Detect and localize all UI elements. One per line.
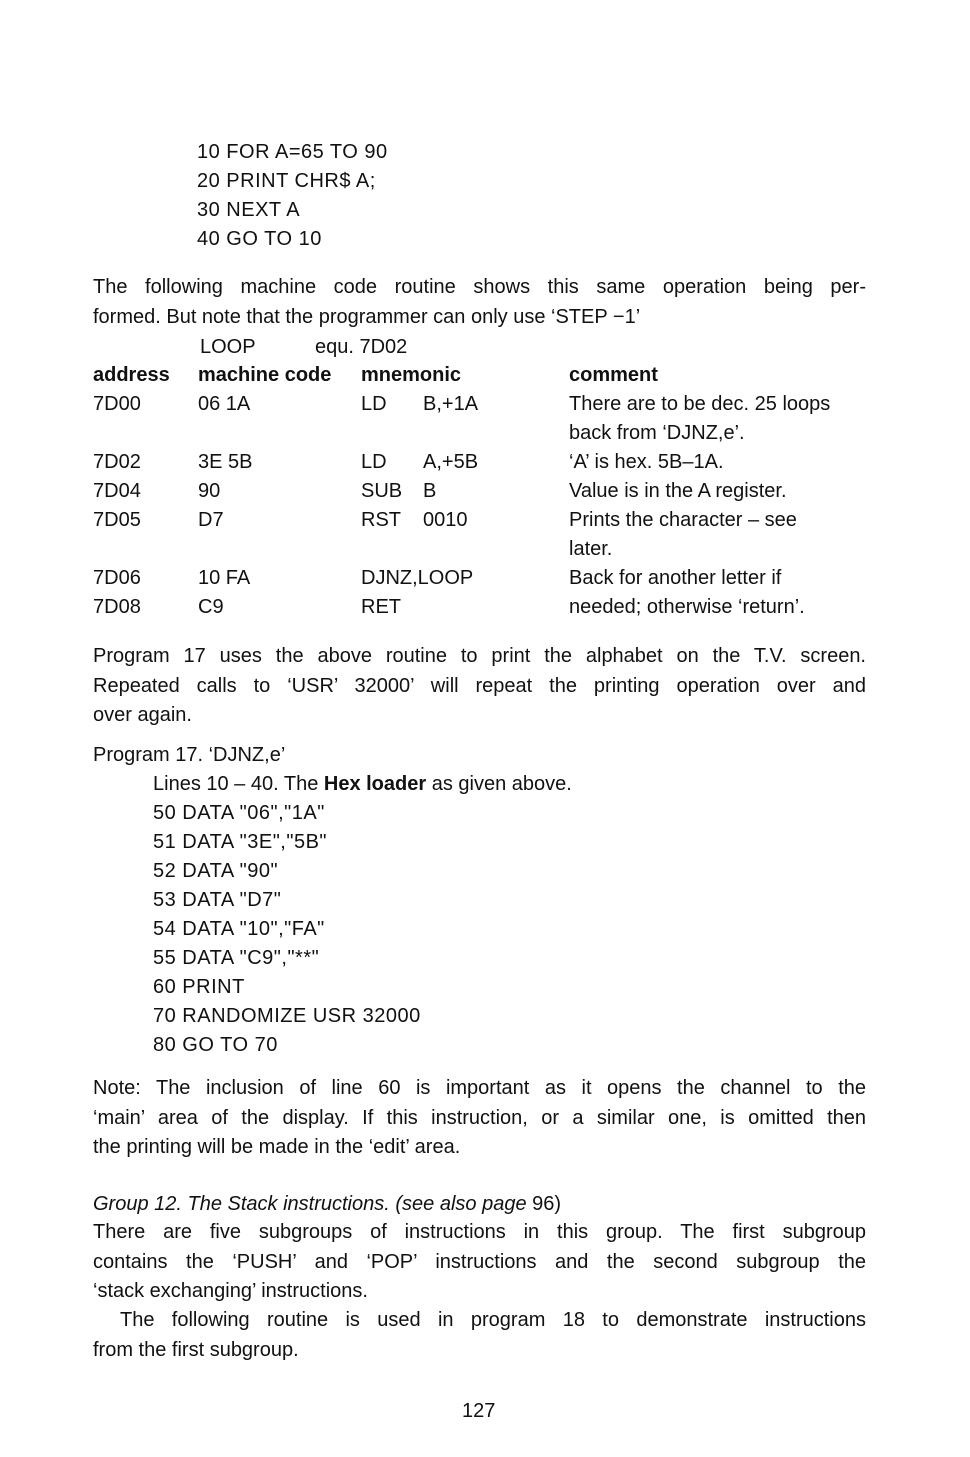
text-line: Program 17 uses the above routine to print the alphabet on the T.V. screen. <box>93 645 866 667</box>
table-row-continuation <box>93 535 873 564</box>
code-line: 50 DATA "06","1A" <box>153 802 325 824</box>
comment-cell: ‘A’ is hex. 5B–1A. <box>569 451 724 473</box>
mnemonic-arg: B <box>423 480 437 502</box>
loop-label: LOOP <box>200 336 256 358</box>
text-line: The following routine is used in program 18 to demonstrate instructions <box>120 1309 866 1331</box>
table-row <box>93 390 873 419</box>
loop-equ: equ. 7D02 <box>315 336 408 358</box>
comment-cell: Back for another letter if <box>569 567 782 589</box>
code-line: 51 DATA "3E","5B" <box>153 831 328 853</box>
address-cell: 7D00 <box>93 393 141 415</box>
group-heading <box>93 1189 561 1219</box>
group-heading-page: 96) <box>526 1193 562 1215</box>
hex-loader-label: Hex loader <box>323 773 427 795</box>
comment-cell: Prints the character – see <box>569 509 797 531</box>
text-line: ‘main’ area of the display. If this instruction, or a similar one, is omitted then <box>93 1106 866 1129</box>
table-row <box>93 593 873 622</box>
code-line: 52 DATA "90" <box>153 860 279 882</box>
code-cell: C9 <box>198 596 224 618</box>
program17-paragraph <box>93 642 866 731</box>
code-line: 53 DATA "D7" <box>153 889 282 911</box>
comment-cell: Value is in the A register. <box>569 480 787 502</box>
comment-cell: later. <box>569 538 613 560</box>
header-comment: comment <box>569 364 658 386</box>
code-line: 10 FOR A=65 TO 90 <box>197 141 388 163</box>
mnemonic-op: LD <box>361 451 387 473</box>
header-machine-code: machine code <box>198 364 332 386</box>
code-line: 54 DATA "10","FA" <box>153 918 325 940</box>
text-line: contains the ‘PUSH’ and ‘POP’ instructions and the second subgroup the <box>93 1250 866 1273</box>
comment-cell: There are to be dec. 25 loops <box>569 393 831 415</box>
text-line: There are five subgroups of instructions in this group. The first subgroup <box>93 1221 866 1243</box>
code-line: 70 RANDOMIZE USR 32000 <box>153 1005 421 1027</box>
text-line: The following machine code routine shows this same operation being per- <box>93 276 866 298</box>
text-line: formed. But note that the programmer can only use ‘STEP −1’ <box>93 305 641 328</box>
code-line: 80 GO TO 70 <box>153 1034 278 1056</box>
code-cell: 10 FA <box>198 567 251 589</box>
intro-paragraph <box>93 273 866 332</box>
code-cell: 90 <box>198 480 221 502</box>
code-line: 30 NEXT A <box>197 199 301 221</box>
text-line: over again. <box>93 704 192 726</box>
header-address: address <box>93 364 170 386</box>
text-line: ‘stack exchanging’ instructions. <box>93 1280 368 1302</box>
text-line: Note: The inclusion of line 60 is important as it opens the channel to the <box>93 1077 866 1099</box>
address-cell: 7D02 <box>93 451 141 473</box>
page-number: 127 <box>462 1400 496 1422</box>
code-cell: D7 <box>198 509 224 531</box>
text-line: the printing will be made in the ‘edit’ area. <box>93 1136 461 1158</box>
mnemonic-op: RST <box>361 509 401 531</box>
address-cell: 7D05 <box>93 509 141 531</box>
lines-note-pre: Lines 10 – 40. The <box>153 773 324 795</box>
following-paragraph <box>93 1306 866 1365</box>
code-line: 40 GO TO 10 <box>197 228 322 250</box>
mnemonic-op: SUB <box>361 480 403 502</box>
header-mnemonic: mnemonic <box>361 364 462 386</box>
note-paragraph <box>93 1074 866 1163</box>
comment-cell: needed; otherwise ‘return’. <box>569 596 805 618</box>
mnemonic-arg: B,+1A <box>423 393 479 415</box>
table-row <box>93 448 873 477</box>
table-row <box>93 477 873 506</box>
table-header <box>93 361 873 390</box>
lines-note <box>153 769 572 799</box>
code-cell: 06 1A <box>198 393 251 415</box>
code-cell: 3E 5B <box>198 451 253 473</box>
address-cell: 7D08 <box>93 596 141 618</box>
mnemonic-op: DJNZ,LOOP <box>361 567 474 589</box>
address-cell: 7D04 <box>93 480 141 502</box>
text-line: from the first subgroup. <box>93 1338 299 1361</box>
mnemonic-op: RET <box>361 596 401 618</box>
code-line: 20 PRINT CHR$ A; <box>197 170 376 192</box>
group-heading-text: Group 12. The Stack instructions. (see also page <box>93 1193 527 1215</box>
lines-note-post: as given above. <box>426 773 572 795</box>
group-paragraph <box>93 1218 866 1307</box>
text-line: Repeated calls to ‘USR’ 32000’ will repeat the printing operation over and <box>93 674 866 697</box>
address-cell: 7D06 <box>93 567 141 589</box>
program17-title: Program 17. ‘DJNZ,e’ <box>93 744 286 766</box>
mnemonic-op: LD <box>361 393 387 415</box>
code-line: 60 PRINT <box>153 976 245 998</box>
mnemonic-arg: 0010 <box>423 509 468 531</box>
table-row <box>93 564 873 593</box>
comment-cell: back from ‘DJNZ,e’. <box>569 422 745 444</box>
mnemonic-arg: A,+5B <box>423 451 479 473</box>
code-line: 55 DATA "C9","**" <box>153 947 320 969</box>
table-row-continuation <box>93 419 873 448</box>
table-row <box>93 506 873 535</box>
